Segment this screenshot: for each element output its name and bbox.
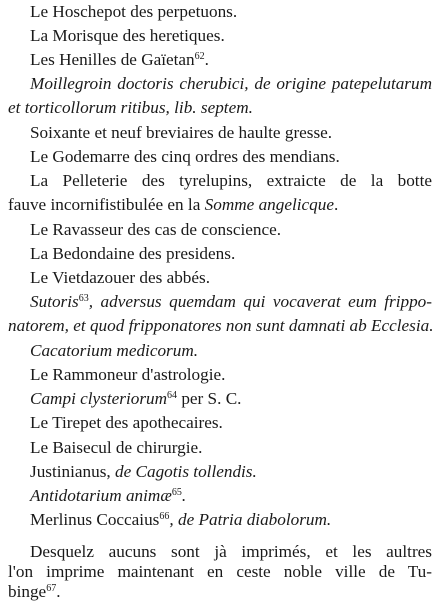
list-item: La Morisque des heretiques. <box>30 26 225 45</box>
list-item: Le Rammoneur d'astrologie. <box>30 365 226 384</box>
footnote-ref: 65 <box>171 487 182 498</box>
footnote-ref: 66 <box>159 511 170 522</box>
list-item: Les Henilles de Gaïetan$^{62}$. <box>30 50 209 69</box>
list-item: Soixante et neuf breviaires de haulte gresse. <box>30 123 333 142</box>
footnote-ref: 62 <box>194 51 205 62</box>
list-item-continuation: et torticollorum ritibus, lib. septem. <box>8 98 253 117</box>
paragraph-line: binge$^{67}$. <box>8 582 61 601</box>
footnote-ref: 63 <box>78 293 89 304</box>
list-item: Sutoris$^{63}$, adversus quemdam qui vocaverat eum frippo- <box>30 292 432 311</box>
list-item: Le Baisecul de chirurgie. <box>30 438 203 457</box>
paragraph-line: Desquelz aucuns sont jà imprimés, et les aultres <box>30 542 432 561</box>
list-item: Le Ravasseur des cas de conscience. <box>30 220 282 239</box>
paragraph-line: l'on imprime maintenant en ceste noble ville de Tu- <box>8 562 432 581</box>
list-item: Justinianus, de Cagotis tollendis. <box>30 462 257 481</box>
list-item: Antidotarium animæ$^{65}$. <box>30 486 187 505</box>
footnote-ref: 64 <box>167 390 178 401</box>
list-item: La Bedondaine des presidens. <box>30 244 236 263</box>
list-item-continuation: fauve incornifistibulée en la Somme angelicque. <box>8 195 339 214</box>
list-item: Le Godemarre des cinq ordres des mendians. <box>30 147 340 166</box>
list-item: Cacatorium medicorum. <box>30 341 199 360</box>
list-item: Le Vietdazouer des abbés. <box>30 268 210 287</box>
list-item: Merlinus Coccaius$^{66}$, de Patria diabolorum. <box>30 510 332 529</box>
list-item: La Pelleterie des tyrelupins, extraicte de la botte <box>30 171 432 190</box>
list-item: Campi clysteriorum$^{64}$ per S. C. <box>30 389 242 408</box>
list-item: Le Tirepet des apothecaires. <box>30 413 223 432</box>
list-item: Le Hoschepot des perpetuons. <box>30 2 238 21</box>
list-item: Moillegroin doctoris cherubici, de origine patepelutarum <box>30 74 433 93</box>
list-item-continuation: natorem, et quod fripponatores non sunt damnati ab Ecclesia. <box>8 316 434 335</box>
footnote-ref: 67 <box>46 583 57 594</box>
